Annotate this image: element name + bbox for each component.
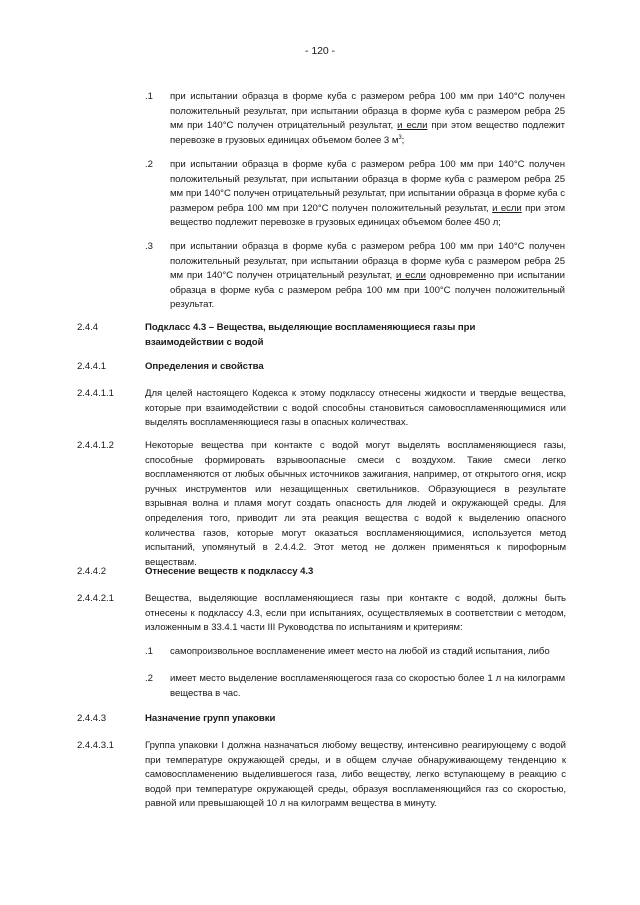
list-item-text: при испытании образца в форме куба с размером ребра 100 мм при 140°C получен положительный результат, при испытании образца в форме куба с размером ребра 25 мм при 140°C получен отрицательный результат, и если при этом вещество подлежит перевозке в грузовых единицах объемом более 3 $м^3$; [170, 91, 565, 146]
section-number: 2.4.4.3.1 [77, 740, 114, 751]
underlined-conjunction: и если [492, 202, 522, 214]
section-heading: Назначение групп упаковки [145, 713, 276, 724]
list-item [145, 672, 565, 701]
page-number: - 120 - [305, 45, 335, 57]
section-paragraph: Вещества, выделяющие воспламеняющиеся газы при контакте с водой, должны быть отнесены к подклассу 4.3, если при испытаниях, осуществляемых в соответствии с методом, изложенным в 33.4.1 части III Руководства по испытаниям и критериям: [145, 593, 566, 634]
list-marker: .1 [145, 91, 153, 102]
section-number: 2.4.4.1.1 [77, 388, 114, 399]
superscript: 3 [398, 134, 402, 141]
section-number: 2.4.4 [77, 322, 99, 333]
list-item [145, 158, 565, 231]
list-item-text: при испытании образца в форме куба с размером ребра 100 мм при 140°C получен положительный результат, при испытании образца в форме куба с размером ребра 25 мм при 140°C получен отрицательный результат, и если одновременно при испытании образца в форме куба с размером ребра 100 мм при 100°C получен положительный результат. [170, 241, 565, 311]
list-item [145, 645, 565, 660]
list-item-text: самопроизвольное воспламенение имеет место на любой из стадий испытания, либо [170, 646, 550, 657]
list-item [145, 90, 565, 148]
section-number: 2.4.4.1 [77, 361, 106, 372]
list-item-text: имеет место выделение воспламеняющегося газа со скоростью более 1 л на килограмм вещества в час. [170, 673, 565, 699]
section-number: 2.4.4.3 [77, 713, 106, 724]
list-item-text: при испытании образца в форме куба с размером ребра 100 мм при 140°C получен положительный результат, при испытании образца в форме куба с размером ребра 25 мм при 140°C получен отрицательный результат, при испытании образца в форме куба с размером ребра 100 мм при 120°C получен положительный результат, и если при этом вещество подлежит перевозке в грузовых единицах объемом более 450 л; [170, 159, 565, 229]
section-paragraph: Группа упаковки I должна назначаться любому веществу, интенсивно реагирующему с водой при температуре окружающей среды, и в общем случае обнаруживающему тенденцию к самовоспламенению выделившегося газа, либо веществу, легко вступающему в реакцию с водой при температуре окружающей среды, образуя воспламеняющийся газ со скоростью, равной или превышающей 10 л на килограмм вещества в минуту. [145, 740, 566, 810]
list-marker: .3 [145, 241, 153, 252]
list-item [145, 240, 565, 313]
section-number: 2.4.4.2.1 [77, 593, 114, 604]
section-number: 2.4.4.2 [77, 566, 106, 577]
section-paragraph: Для целей настоящего Кодекса к этому подклассу отнесены жидкости и твердые вещества, которые при взаимодействии с водой способны становиться самовоспламеняющимися или выделять воспламеняющиеся газы в опасных количествах. [145, 388, 566, 429]
section-paragraph: Некоторые вещества при контакте с водой могут выделять воспламеняющиеся газы, способные формировать взрывоопасные смеси с воздухом. Такие смеси легко воспламеняются от любых обычных источников зажигания, например, от открытого огня, искр ручных инструментов или незащищенных светильников. Образующиеся в результате взрывная волна и пламя могут создать опасность для людей и окружающей среды. Для определения того, приводит ли эта реакция вещества с водой к выделению опасного количества газов, которые могут оказаться воспламеняющимися, используется метод испытаний, упомянутый в 2.4.4.2. Этот метод не должен применяться к пирофорным веществам. [145, 440, 566, 568]
underlined-conjunction: и если [395, 270, 426, 282]
section-heading: Отнесение веществ к подклассу 4.3 [145, 566, 314, 577]
list-marker: .1 [145, 646, 153, 657]
list-marker: .2 [145, 159, 153, 170]
section-number: 2.4.4.1.2 [77, 440, 114, 451]
section-heading: Определения и свойства [145, 361, 264, 372]
underlined-conjunction: и если [397, 120, 428, 132]
list-marker: .2 [145, 673, 153, 684]
section-heading: Подкласс 4.3 – Вещества, выделяющие воспламеняющиеся газы при взаимодействии с водой [145, 322, 476, 348]
